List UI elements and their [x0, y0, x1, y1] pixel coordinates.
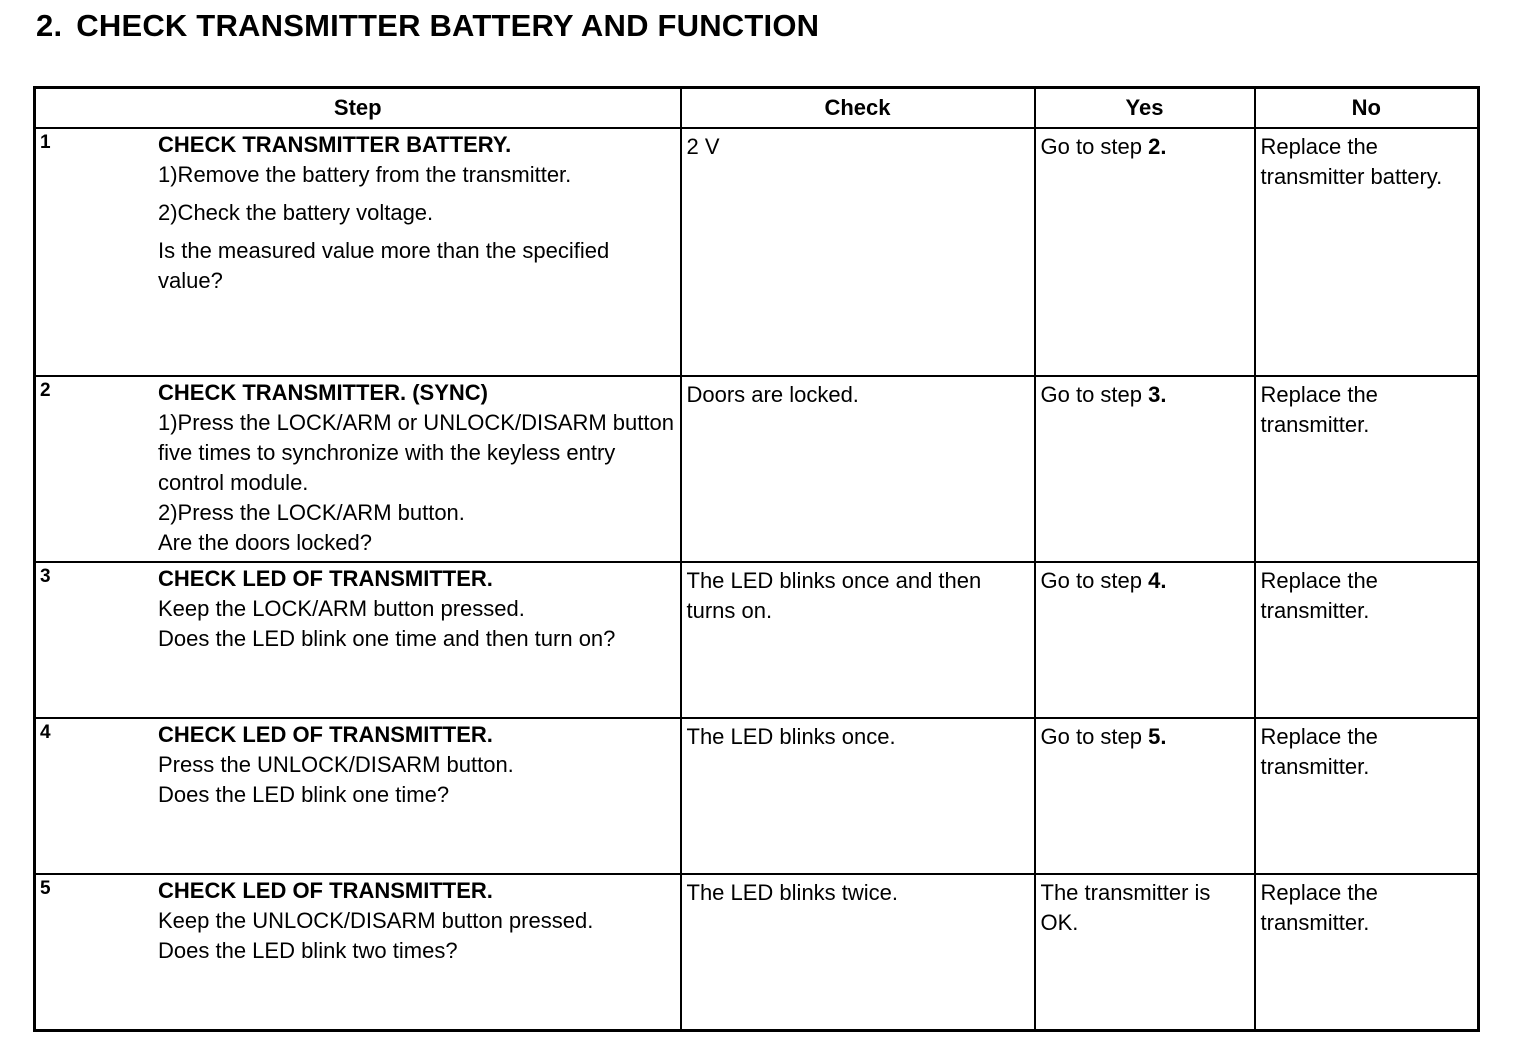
no-text: Replace the transmitter.	[1260, 724, 1378, 779]
no-text: Replace the transmitter.	[1260, 568, 1378, 623]
step-instruction: Press the UNLOCK/DISARM button.	[158, 752, 514, 777]
table-row	[35, 718, 1479, 874]
table-row	[35, 874, 1479, 1031]
page-title	[36, 8, 819, 44]
step-cell	[35, 874, 681, 1031]
step-question: Does the LED blink two times?	[158, 938, 458, 963]
table-header-row	[35, 88, 1479, 129]
step-instruction: 1)Remove the battery from the transmitter.	[158, 162, 572, 187]
yes-prefix: Go to step	[1040, 724, 1143, 749]
no-cell	[1255, 128, 1479, 376]
yes-prefix: Go to step	[1040, 568, 1143, 593]
check-cell	[681, 874, 1035, 1031]
no-text: Replace the transmitter.	[1260, 382, 1378, 437]
step-title: CHECK LED OF TRANSMITTER.	[158, 878, 493, 903]
section-number: 2.	[36, 8, 63, 43]
step-body	[158, 719, 680, 810]
step-question: Does the LED blink one time and then turn on?	[158, 626, 616, 651]
yes-cell	[1035, 376, 1255, 562]
no-cell	[1255, 874, 1479, 1031]
header-step: Step	[35, 88, 681, 129]
yes-step-ref: 2.	[1148, 134, 1167, 159]
check-cell	[681, 376, 1035, 562]
no-cell	[1255, 562, 1479, 718]
step-number: 3	[40, 566, 51, 587]
header-check: Check	[681, 88, 1035, 129]
step-instruction: 2)Press the LOCK/ARM button.	[158, 500, 465, 525]
check-cell	[681, 562, 1035, 718]
yes-step-ref: 5.	[1148, 724, 1167, 749]
section-title-text: CHECK TRANSMITTER BATTERY AND FUNCTION	[76, 8, 820, 43]
yes-prefix: Go to step	[1040, 382, 1143, 407]
yes-cell	[1035, 718, 1255, 874]
step-cell	[35, 718, 681, 874]
step-cell	[35, 128, 681, 376]
yes-cell	[1035, 874, 1255, 1031]
step-title: CHECK LED OF TRANSMITTER.	[158, 722, 493, 747]
step-title: CHECK TRANSMITTER BATTERY.	[158, 132, 512, 157]
step-instruction: Keep the UNLOCK/DISARM button pressed.	[158, 908, 594, 933]
step-body	[158, 875, 680, 966]
header-yes: Yes	[1035, 88, 1255, 129]
step-cell	[35, 562, 681, 718]
yes-text	[1036, 719, 1254, 752]
check-text: The LED blinks once and then turns on.	[686, 568, 982, 623]
yes-prefix: Go to step	[1040, 134, 1143, 159]
no-text: Replace the transmitter battery.	[1260, 134, 1443, 189]
step-title: CHECK TRANSMITTER. (SYNC)	[158, 380, 488, 405]
yes-cell	[1035, 562, 1255, 718]
step-question: Is the measured value more than the specified value?	[158, 238, 610, 293]
no-cell	[1255, 376, 1479, 562]
step-title: CHECK LED OF TRANSMITTER.	[158, 566, 493, 591]
step-instruction: 1)Press the LOCK/ARM or UNLOCK/DISARM button five times to synchronize with the keyless entry control module.	[158, 410, 674, 495]
check-cell	[681, 718, 1035, 874]
check-text: Doors are locked.	[686, 382, 859, 407]
header-no: No	[1255, 88, 1479, 129]
yes-prefix: The transmitter is OK.	[1040, 880, 1211, 935]
check-text: The LED blinks twice.	[686, 880, 899, 905]
yes-text	[1036, 563, 1254, 596]
step-body	[158, 129, 680, 296]
yes-cell	[1035, 128, 1255, 376]
table-row	[35, 376, 1479, 562]
step-number: 2	[40, 380, 51, 401]
yes-text	[1036, 377, 1254, 410]
diagnostic-table	[33, 86, 1480, 1032]
step-instruction: 2)Check the battery voltage.	[158, 200, 434, 225]
table-row	[35, 562, 1479, 718]
step-body	[158, 563, 680, 654]
step-instruction: Keep the LOCK/ARM button pressed.	[158, 596, 525, 621]
no-text: Replace the transmitter.	[1260, 880, 1378, 935]
check-text: The LED blinks once.	[686, 724, 896, 749]
yes-step-ref: 4.	[1148, 568, 1167, 593]
step-number: 5	[40, 878, 51, 899]
step-question: Does the LED blink one time?	[158, 782, 450, 807]
table-row	[35, 128, 1479, 376]
check-text: 2 V	[686, 134, 720, 159]
step-cell	[35, 376, 681, 562]
step-number: 1	[40, 132, 51, 153]
yes-text	[1036, 129, 1254, 162]
yes-step-ref: 3.	[1148, 382, 1167, 407]
no-cell	[1255, 718, 1479, 874]
step-number: 4	[40, 722, 51, 743]
step-question: Are the doors locked?	[158, 530, 373, 555]
step-body	[158, 377, 680, 558]
yes-text	[1036, 875, 1254, 938]
check-cell	[681, 128, 1035, 376]
